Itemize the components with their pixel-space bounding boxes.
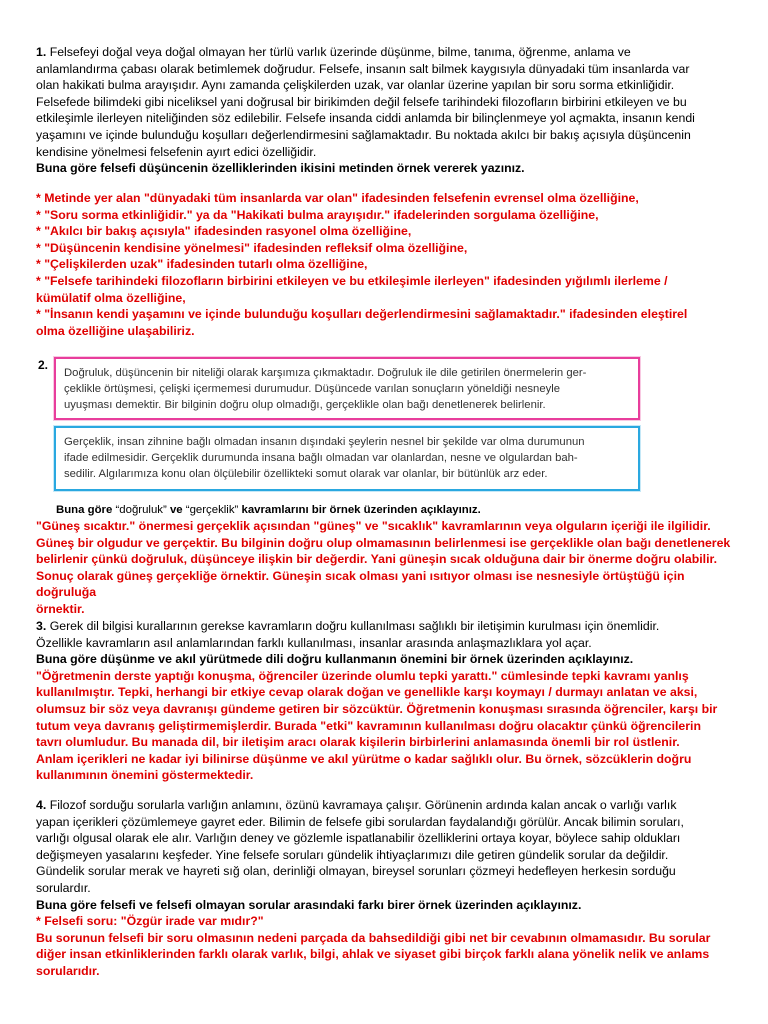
question-1-line: etkileşimle ilerleyen niteliğinden söz edilebilir. Felsefe insanda ciddi anlamda bir bilinçlenmeye yol açmakta, insanın kendi <box>36 111 695 126</box>
question-2-number: 2. <box>38 358 49 372</box>
box-1-line: çeklikle örtüşmesi, çelişki içermemesi durumudur. Düşüncede varılan sonuçların yöneldiği nesneyle <box>64 383 561 395</box>
question-4-prompt: Buna göre felsefi ve felsefi olmayan sorular arasındaki farkı birer örnek üzerinden açıklayınız. <box>36 897 582 912</box>
question-1-number: 1. <box>36 45 47 59</box>
answer-1-line: * "Felsefe tarihindeki filozofların birbirini etkileyen ve bu etkileşimle ilerleyen" ifadesinden yığılımlı ilerleme / <box>36 273 668 288</box>
question-4 <box>36 797 742 980</box>
prompt-part: ve <box>166 504 186 516</box>
answer-1-line: * "Düşüncenin kendisine yönelmesi" ifadesinden refleksif olma özelliğine, <box>36 240 468 255</box>
answer-1 <box>36 190 742 339</box>
answer-1-line: * "İnsanın kendi yaşamını ve içinde bulunduğu koşulları değerlendirmesini sağlamaktadır." ifadesinden eleştirel <box>36 307 688 322</box>
answer-2-line: belirlenir çünkü doğruluk, düşünceye ilişkin bir değerdir. Yani güneşin sıcak olduğuna dair bir önerme doğru olabilir. <box>36 552 718 567</box>
answer-2-line: "Güneş sıcaktır." önermesi gerçeklik açısından "güneş" ve "sıcaklık" kavramlarının veya olguların içeriği ile ilgilidir. <box>36 519 711 533</box>
answer-1-line: * "Akılcı bir bakış açısıyla" ifadesinden rasyonel olma özelliğine, <box>36 224 412 239</box>
answer-4-line: * Felsefi soru: "Özgür irade var mıdır?" <box>36 914 264 929</box>
question-4-line: sorulardır. <box>36 880 91 895</box>
doğruluk-definition-box <box>54 357 640 420</box>
answer-3-line: tavrı olumludur. Bu manada dil, bir iletişim aracı olarak kişilerin birbirlerini anlamasında önemli bir rol üstlenir. <box>36 735 680 750</box>
prompt-part: kavramlarını bir örnek üzerinden açıklayınız. <box>238 504 481 516</box>
answer-1-line: kümülatif olma özelliğine, <box>36 290 186 305</box>
answer-4-line: sorularıdır. <box>36 963 100 978</box>
answer-3 <box>36 668 742 784</box>
question-4-line: Filozof sorduğu sorularla varlığın anlamını, özünü kavramaya çalışır. Görünenin ardında kalan ancak o varlığı varlık <box>49 798 677 812</box>
question-1-prompt: Buna göre felsefi düşüncenin özelliklerinden ikisini metinden örnek vererek yazınız. <box>36 161 525 176</box>
question-1-line: Felsefeyi doğal veya doğal olmayan her türlü varlık üzerinde düşünme, bilme, tanıma, öğrenme, anlama ve <box>49 45 631 59</box>
question-3-line: Gerek dil bilgisi kurallarının gerekse kavramların doğru kullanılması sağlıklı bir iletişimin kurulması için önemlidir. <box>49 619 660 633</box>
question-4-line: değişmeyen yasalarını keşfeder. Yine felsefe soruları gündelik ihtiyaçlarımızı dile getiren gündelik sorular da değildir. <box>36 847 669 862</box>
question-3-prompt: Buna göre düşünme ve akıl yürütmede dili doğru kullanmanın önemini bir örnek üzerinden açıklayınız. <box>36 652 634 667</box>
answer-3-line: kullanılmıştır. Tepki, herhangi bir etkiye cevap olarak doğan ve genellikle karşı koymayı / durmayı anlatan ve aksi, <box>36 685 698 700</box>
answer-2 <box>36 518 742 618</box>
prompt-part: Buna göre <box>56 504 116 516</box>
answer-4-line: Bu sorunun felsefi bir soru olmasının nedeni parçada da bahsedildiği gibi net bir cevabının olmamasıdır. Bu sorular <box>36 930 711 945</box>
question-4-line: Gündelik sorular merak ve hayreti sığ olan, derinliği olmayan, bireysel sorunları çözmeyi hedefleyen herkesin sorduğu <box>36 864 676 879</box>
answer-1-line: * "Soru sorma etkinliğidir." ya da "Hakikati bulma arayışıdır." ifadelerinden sorgulama özelliğine, <box>36 207 599 222</box>
answer-4-line: diğer insan etkinliklerinden farklı olarak varlık, bilgi, ahlak ve siyaset gibi birçok farklı alana yönelik nelik ve anlams <box>36 947 710 962</box>
prompt-term-gerceklik: “gerçeklik” <box>185 504 239 516</box>
question-4-number: 4. <box>36 798 47 812</box>
question-1-line: yaşamını ve içinde bulunduğu koşulları değerlendirmesini sağlamaktadır. Bu noktada akılcı bir bakış açısıyla düşüncenin <box>36 127 691 142</box>
answer-3-line: olumsuz bir söz veya davranışı gündeme getiren bir sözcüktür. Öğretmenin konuşması sırasında öğrenciler, karşı bir <box>36 701 718 716</box>
question-1-text <box>36 44 742 160</box>
question-4-line: yapan içerikleri çözümlemeye gayret eder. Bilimin de felsefe gibi sorulardan faydalandığı görülür. Ancak bilimin soruları, <box>36 814 684 829</box>
answer-2-line: Sonuç olarak güneş gerçekliğe örnektir. Güneşin sıcak olması yani ısıtıyor olması ise nesnesiyle örtüştüğü için doğruluğa <box>36 568 685 600</box>
question-1-line: anlamlandırma çabası olarak betimlemek doğrudur. Felsefe, insanın salt bilmek kaygısıyla dünyadaki tüm insanlarda var <box>36 61 690 76</box>
question-4-text <box>36 797 742 897</box>
question-1 <box>36 44 742 177</box>
box-2-line: ifade edilmesidir. Gerçeklik durumunda insana bağlı olmadan var olanlardan, nesne ve olgulardan bah- <box>64 452 578 464</box>
question-1-line: olan hakikati bulma arayışıdır. Aynı zamanda çelişkilerden uzak, var olanlar üzerine yapılan bir soru sorma etkinliğidir. <box>36 78 675 93</box>
answer-3-line: Anlam içerikleri ne kadar iyi bilinirse düşünme ve akıl yürütme o kadar sağlıklı olur. Bu örnek, sözcüklerin doğru <box>36 751 692 766</box>
answer-1-line: olma özelliğine ulaşabiliriz. <box>36 323 195 338</box>
answer-1-line: * Metinde yer alan "dünyadaki tüm insanlarda var olan" ifadesinden felsefenin evrensel olma özelliğine, <box>36 191 639 205</box>
question-4-line: varlığı olgusal olarak ele alır. Varlığın deney ve gözlemle ispatlanabilir özelliklerini ortaya koyar, böylece sahip oldukları <box>36 831 681 846</box>
answer-3-line: kullanımının önemini göstermektedir. <box>36 768 254 783</box>
answer-3-line: tutum veya davranış geliştirmemişlerdir. Burada "etki" kavramının kullanılması doğru olacaktır çünkü öğrencilerin <box>36 718 701 733</box>
box-1-line: uyuşması demektir. Bir bilginin doğru olup olmadığı, gerçeklikle olan bağı denetlenerek belirlenir. <box>64 399 546 411</box>
box-2-line: Gerçeklik, insan zihnine bağlı olmadan insanın dışındaki şeylerin nesnel bir şekilde var olma durumunun <box>64 436 585 448</box>
prompt-term-dogruluk: “doğruluk” <box>115 504 167 516</box>
box-2-line: sedilir. Algılarımıza konu olan ölçülebilir özellikteki somut olarak var olanlar, bir bütünlük arz eder. <box>64 468 548 480</box>
gerçeklik-definition-box <box>54 426 640 491</box>
question-3 <box>36 618 742 784</box>
question-3-line: Özellikle kavramların asıl anlamlarından farklı kullanılması, insanlar arasında anlaşmazlıklara yol açar. <box>36 635 592 650</box>
question-1-line: Felsefede bilimdeki gibi niceliksel yani doğrusal bir birikimden değil felsefe tarihindeki filozofların birbirini etkileyen ve bu <box>36 94 687 109</box>
question-2-prompt <box>56 502 481 519</box>
answer-4 <box>36 913 742 979</box>
question-3-text <box>36 618 742 651</box>
answer-2-line: Güneş bir olgudur ve gerçektir. Bu bilginin doğru olup olmamasının belirlenmesi ise gerçeklikle olan bağı denetlenerek <box>36 535 731 550</box>
question-3-number: 3. <box>36 619 47 633</box>
question-1-line: kendisine yönelmesi felsefenin ayırt edici özelliğidir. <box>36 144 317 159</box>
answer-1-line: * "Çelişkilerden uzak" ifadesinden tutarlı olma özelliğine, <box>36 257 368 272</box>
answer-3-line: "Öğretmenin derste yaptığı konuşma, öğrenciler üzerinde olumlu tepki yarattı." cümlesinde tepki kavramı yanlış <box>36 668 689 683</box>
answer-2-line: örnektir. <box>36 601 85 616</box>
box-1-line: Doğruluk, düşüncenin bir niteliği olarak karşımıza çıkmaktadır. Doğruluk ile dile getirilen önermelerin ger- <box>64 367 587 379</box>
